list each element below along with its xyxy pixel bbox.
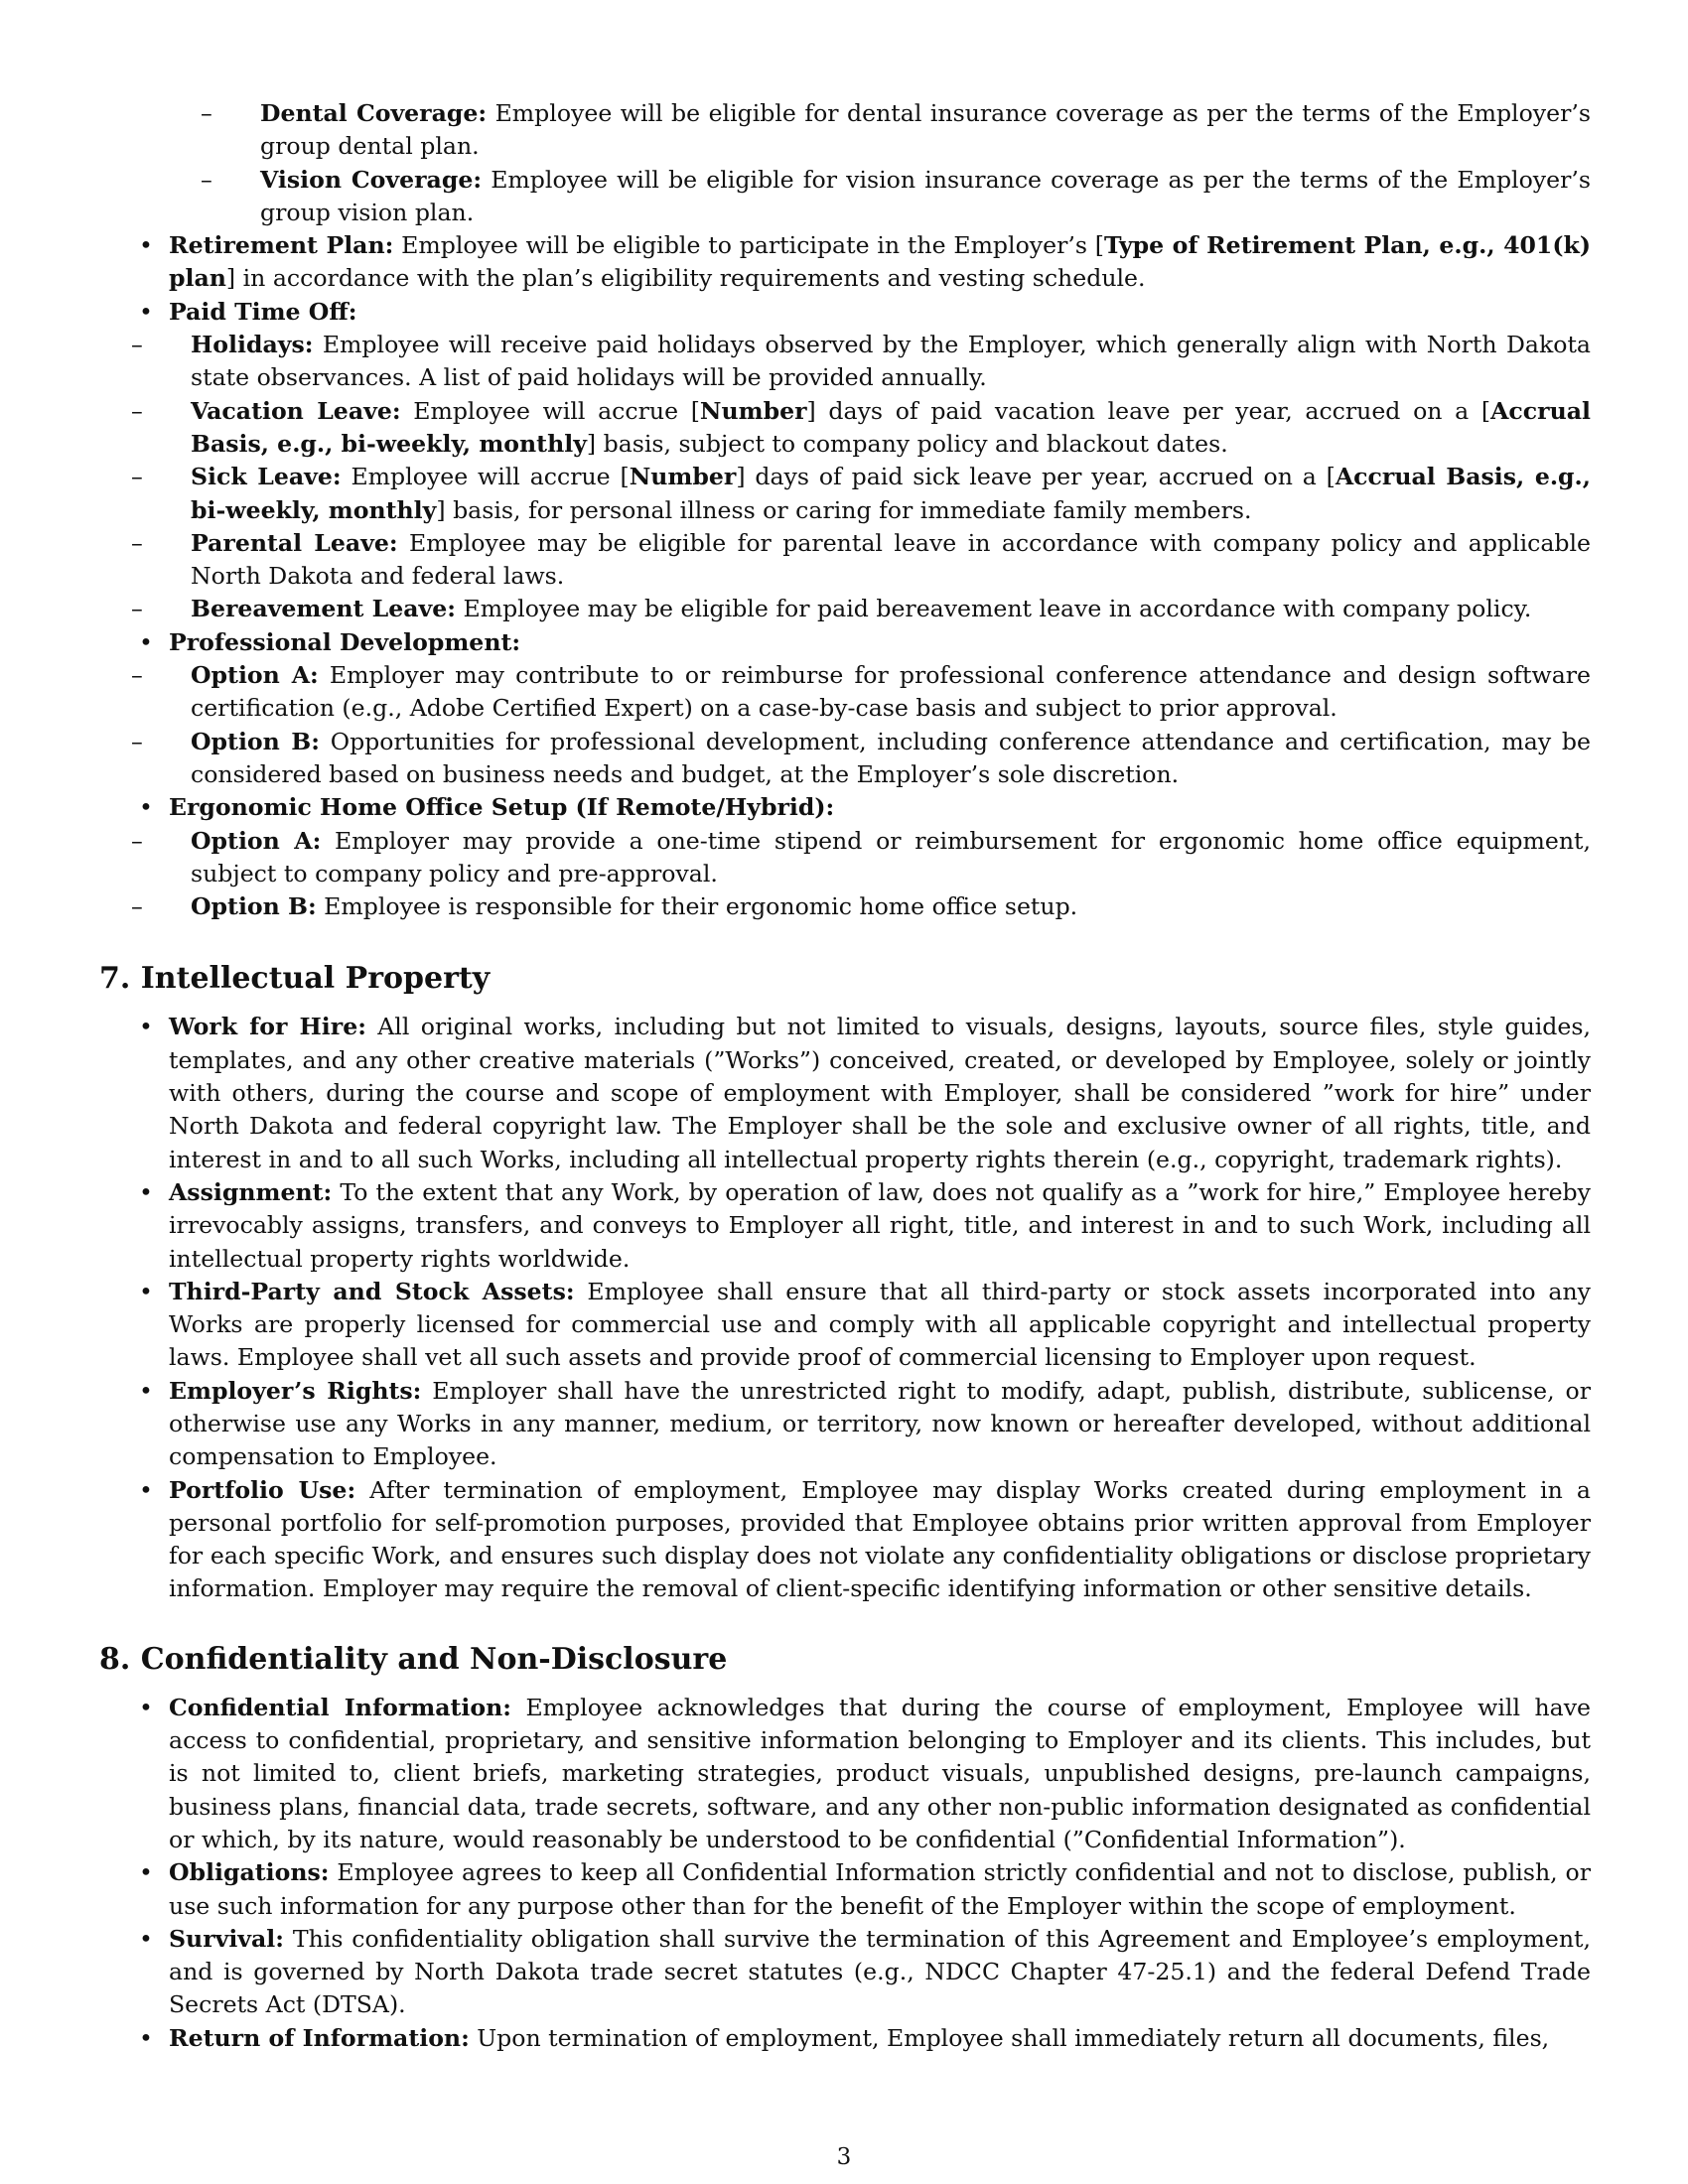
list-item-holidays [131, 329, 1591, 395]
list-item [99, 1011, 1591, 1175]
item-label: Confidential Information: [169, 1693, 511, 1721]
dot-bullet: • [139, 2023, 153, 2052]
ergo-sublist [131, 825, 1591, 924]
item-label: Retirement Plan: [169, 231, 394, 260]
list-item-option-b [131, 890, 1591, 923]
item-text: ] basis, for personal illness or caring for immediate family members. [436, 495, 1252, 524]
dot-bullet: • [139, 1177, 153, 1206]
dash-bullet: – [131, 661, 143, 690]
item-text: Employer shall have the unrestricted right to modify, adapt, publish, distribute, sublicense, or otherwise use any Works in any manner, medium, or territory, now known or hereafter developed, without additional compensation to Employee. [169, 1376, 1591, 1471]
item-text: Opportunities for professional development, including conference attendance and certification, may be considered based on business needs and budget, at the Employer’s sole discretion. [191, 727, 1591, 788]
list-item [99, 1692, 1591, 1856]
item-label: Paid Time Off: [169, 297, 357, 326]
item-text: Employee shall ensure that all third-party or stock assets incorporated into any Works are properly licensed for commercial use and comply with all applicable copyright and intellectual property laws. Employee shall vet all such assets and provide proof of commercial licensing to Employer upon request. [169, 1277, 1591, 1372]
document-page [99, 97, 1591, 2055]
placeholder-text: Number [629, 463, 737, 491]
item-text: Employer may contribute to or reimburse for professional conference attendance and design software certification (e.g., Adobe Certified Expert) on a case-by-case basis and subject to prior approval. [191, 661, 1592, 723]
list-item-parental [131, 527, 1591, 594]
dash-bullet: – [131, 826, 143, 855]
list-item-pto [99, 296, 1591, 626]
item-text: Employee will be eligible to participate in the Employer’s [ [393, 231, 1104, 260]
dash-bullet: – [131, 528, 143, 557]
item-label: Dental Coverage: [260, 99, 488, 127]
list-item-bereavement [131, 593, 1591, 625]
dot-bullet: • [139, 793, 153, 822]
item-label: Option B: [191, 727, 320, 755]
item-text: ] days of paid sick leave per year, accrued on a [ [736, 463, 1336, 491]
list-item-ergonomic [99, 791, 1591, 923]
item-label: Sick Leave: [191, 463, 342, 491]
list-item-option-a [131, 659, 1591, 726]
item-label: Obligations: [169, 1858, 330, 1887]
placeholder-text: Accrual Basis, e.g., bi-weekly, monthly [191, 463, 1591, 524]
item-text: Employee will be eligible for vision insurance coverage as per the terms of the Employer’s group vision plan. [260, 165, 1591, 226]
page-number: 3 [836, 2144, 852, 2170]
item-text: Employee may be eligible for parental leave in accordance with company policy and applicable North Dakota and federal laws. [191, 528, 1592, 591]
list-item [99, 1176, 1591, 1276]
item-label: Bereavement Leave: [191, 595, 456, 623]
section-7-list [99, 1011, 1591, 1605]
dot-bullet: • [139, 1475, 153, 1504]
section-8-list [99, 1692, 1591, 2055]
placeholder-text: Accrual Basis, e.g., bi-weekly, monthly [191, 396, 1591, 458]
list-item [99, 1923, 1591, 2022]
pto-sublist [131, 329, 1591, 626]
dash-bullet: – [131, 892, 143, 921]
insurance-sublist [201, 97, 1591, 229]
dash-bullet: – [131, 595, 143, 623]
dash-bullet: – [131, 331, 143, 359]
dot-bullet: • [139, 1013, 153, 1041]
item-text: Employee acknowledges that during the course of employment, Employee will have access to confidential, proprietary, and sensitive information belonging to Employer and its clients. This includes, but is not limited to, client briefs, marketing strategies, product visuals, unpublished designs, pre-launch campaigns, business plans, financial data, trade secrets, software, and any other non-public information designated as confidential or which, by its nature, would reasonably be understood to be confidential (”Confidential Information”). [169, 1693, 1592, 1853]
list-item-sick [131, 461, 1591, 527]
item-text: Employee will accrue [ [341, 463, 630, 491]
dot-bullet: • [139, 1858, 153, 1887]
item-text: Employee is responsible for their ergonomic home office setup. [316, 892, 1078, 921]
list-item-vision [201, 164, 1591, 230]
item-text: Employee may be eligible for paid bereavement leave in accordance with company policy. [455, 595, 1532, 623]
item-label: Return of Information: [169, 2023, 470, 2052]
dash-bullet: – [131, 727, 143, 755]
item-label: Third-Party and Stock Assets: [169, 1277, 575, 1305]
section-8-heading: 8. Confidentiality and Non-Disclosure [99, 1641, 728, 1677]
dot-bullet: • [139, 1924, 153, 1953]
list-item-dental [201, 97, 1591, 164]
list-item [99, 1276, 1591, 1375]
item-text: Upon termination of employment, Employee shall immediately return all documents, files, [469, 2023, 1550, 2052]
item-label: Option A: [191, 661, 319, 690]
dot-bullet: • [139, 1693, 153, 1721]
dash-bullet: – [201, 165, 212, 194]
item-text: ] basis, subject to company policy and blackout dates. [586, 429, 1228, 458]
dot-bullet: • [139, 297, 153, 326]
benefits-list [99, 97, 1591, 923]
list-item [99, 2022, 1591, 2055]
placeholder-text: Type of Retirement Plan, e.g., 401(k) plan [169, 231, 1591, 293]
list-item-option-b [131, 726, 1591, 792]
item-text: Employee will accrue [ [400, 396, 700, 425]
list-item [99, 1375, 1591, 1474]
item-label: Survival: [169, 1924, 284, 1953]
list-item-prodev [99, 626, 1591, 791]
item-label: Portfolio Use: [169, 1475, 356, 1504]
list-item-retirement [99, 229, 1591, 296]
list-item-vacation [131, 395, 1591, 462]
item-label: Professional Development: [169, 627, 521, 656]
dot-bullet: • [139, 1277, 153, 1305]
item-label: Employer’s Rights: [169, 1376, 422, 1405]
list-item [99, 1474, 1591, 1606]
placeholder-text: Number [699, 396, 807, 425]
item-text: Employee will receive paid holidays observed by the Employer, which generally align with North Dakota state observances. A list of paid holidays will be provided annually. [191, 331, 1591, 392]
item-text: Employee agrees to keep all Confidential Information strictly confidential and not to disclose, publish, or use such information for any purpose other than for the benefit of the Employer within the scope of employment. [169, 1858, 1591, 1920]
dot-bullet: • [139, 627, 153, 656]
item-text: ] in accordance with the plan’s eligibility requirements and vesting schedule. [225, 264, 1146, 293]
item-text: To the extent that any Work, by operation of law, does not qualify as a ”work for hire,” Employee hereby irrevocably assigns, transfers, and conveys to Employer all right, title, and interest in and to such Work, including all intellectual property rights worldwide. [169, 1177, 1591, 1273]
dot-bullet: • [139, 1376, 153, 1405]
dash-bullet: – [131, 463, 143, 491]
item-label: Holidays: [191, 331, 314, 359]
item-label: Assignment: [169, 1177, 333, 1206]
section-7-heading: 7. Intellectual Property [99, 961, 491, 997]
item-text: Employee will be eligible for dental insurance coverage as per the terms of the Employer’s group dental plan. [260, 99, 1591, 161]
list-item [99, 1856, 1591, 1923]
item-label: Option B: [191, 892, 317, 921]
item-label: Parental Leave: [191, 528, 398, 557]
item-text: This confidentiality obligation shall survive the termination of this Agreement and Employee’s employment, and is governed by North Dakota trade secret statutes (e.g., NDCC Chapter 47-25.1) and the federal Defend Trade Secrets Act (DTSA). [169, 1924, 1591, 2019]
item-text: ] days of paid vacation leave per year, accrued on a [ [806, 396, 1491, 425]
dash-bullet: – [201, 99, 212, 127]
item-label: Vision Coverage: [260, 165, 483, 194]
item-text: After termination of employment, Employee may display Works created during employment in a personal portfolio for self-promotion purposes, provided that Employee obtains prior written approval from Employer for each specific Work, and ensures such display does not violate any confidentiality obligations or disclose proprietary information. Employer may require the removal of client-specific identifying information or other sensitive details. [169, 1475, 1591, 1603]
item-text: All original works, including but not limited to visuals, designs, layouts, source files, style guides, templates, and any other creative materials (”Works”) conceived, created, or developed by Employee, solely or jointly with others, during the course and scope of employment with Employer, shall be considered ”work for hire” under North Dakota and federal copyright law. The Employer shall be the sole and exclusive owner of all rights, title, and interest in and to all such Works, including all intellectual property rights therein (e.g., copyright, trademark rights). [169, 1013, 1591, 1173]
item-label: Option A: [191, 826, 322, 855]
list-item-option-a [131, 825, 1591, 891]
dash-bullet: – [131, 396, 143, 425]
list-item-continued [99, 97, 1591, 229]
dot-bullet: • [139, 231, 153, 260]
item-label: Ergonomic Home Office Setup (If Remote/Hybrid): [169, 793, 835, 822]
item-label: Vacation Leave: [191, 396, 401, 425]
item-text: Employer may provide a one-time stipend or reimbursement for ergonomic home office equipment, subject to company policy and pre-approval. [191, 826, 1591, 887]
item-label: Work for Hire: [169, 1013, 366, 1041]
prodev-sublist [131, 659, 1591, 791]
